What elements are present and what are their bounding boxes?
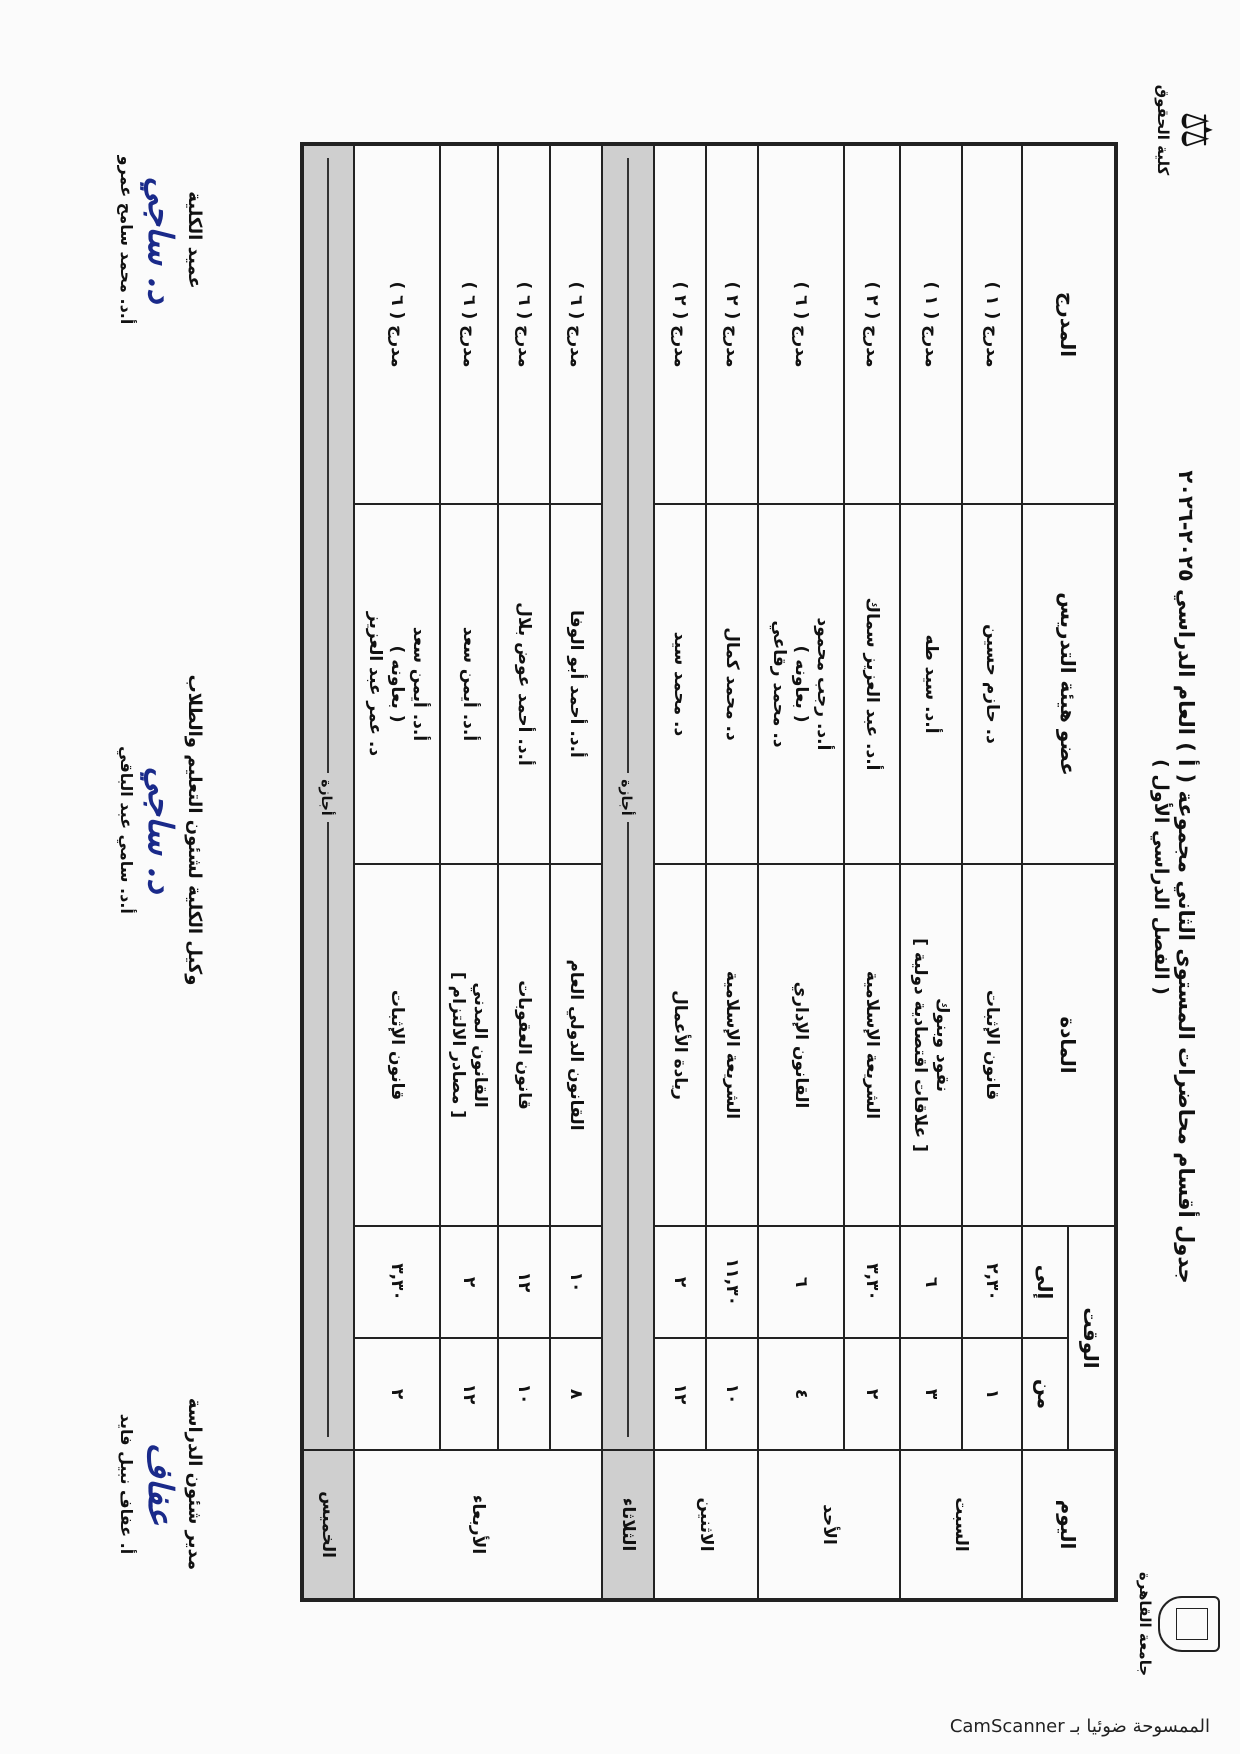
time-from: ١٢: [654, 1338, 706, 1450]
signatory-name: أ.د. سامي عبد الباقي: [117, 746, 136, 914]
table-row: [844, 144, 900, 1600]
time-from: ١: [962, 1338, 1022, 1450]
time-from: ٢: [354, 1338, 440, 1450]
subject: قانون العقوبات: [498, 864, 550, 1226]
subject: قانون الإثبات: [354, 864, 440, 1226]
table-row: [440, 144, 498, 1600]
subject: [440, 864, 498, 1226]
table-row: [354, 144, 440, 1600]
table-row: [900, 144, 962, 1600]
university-emblem-icon: [1158, 1596, 1220, 1652]
hall: مدرج ( ١ ): [900, 144, 962, 504]
time-from: ١٠: [706, 1338, 758, 1450]
staff: [758, 504, 844, 864]
staff: د. محمد كمال: [706, 504, 758, 864]
staff-line-3: د. عمر عبد العزيز: [365, 611, 385, 757]
subject-line-2: [ علاقات اقتصادية دولية ]: [910, 938, 930, 1152]
subject-line-1: نقود وبنوك: [932, 997, 952, 1093]
day-monday: الاثنين: [654, 1450, 758, 1600]
header-hall: المدرج: [1022, 144, 1116, 504]
document-title: [1150, 260, 1198, 1494]
staff-line-2: ( بعاونه ): [791, 645, 811, 723]
header-staff: عضو هيئة التدريس: [1022, 504, 1116, 864]
staff: د. محمد سيد: [654, 504, 706, 864]
header-to: إلى: [1022, 1226, 1068, 1338]
time-to: ١٢: [498, 1226, 550, 1338]
signatory-title: وكيل الكلية لشئون التعليم والطلاب: [184, 674, 205, 986]
time-from: ٢: [844, 1338, 900, 1450]
table-row-holiday: [302, 144, 354, 1600]
signatory-title: مدير شئون الدراسة: [184, 1397, 205, 1571]
university-logo: [1136, 1564, 1220, 1684]
subject-line-1: القانون المدني: [470, 982, 490, 1108]
table-row-holiday: [602, 144, 654, 1600]
table-row: [962, 144, 1022, 1600]
table-row: [498, 144, 550, 1600]
day-wednesday: الأربعاء: [354, 1450, 602, 1600]
holiday-label: أجازة: [618, 773, 634, 821]
subject: الشريعة الإسلامية: [706, 864, 758, 1226]
time-to: ٣,٣٠: [844, 1226, 900, 1338]
signatory-name: أ.د. محمد سامح عمرو: [117, 155, 136, 325]
time-to: ٦: [900, 1226, 962, 1338]
scales-of-justice-icon: ⚖: [1172, 111, 1221, 149]
table-row: [706, 144, 758, 1600]
subject: ريادة الأعمال: [654, 864, 706, 1226]
staff-line-1: أ.د. رجب محمود: [813, 617, 833, 751]
holiday-bar: [302, 144, 354, 1450]
hall: مدرج ( ٦ ): [440, 144, 498, 504]
time-to: ٢: [654, 1226, 706, 1338]
staff: أ.د. أحمد عوض بلال: [498, 504, 550, 864]
time-to: ٢,٣٠: [962, 1226, 1022, 1338]
holiday-bar: [602, 144, 654, 1450]
subject: الشريعة الإسلامية: [844, 864, 900, 1226]
faculty-logo: [1154, 70, 1220, 190]
subject: قانون الإثبات: [962, 864, 1022, 1226]
title-line-1: جدول أقسام محاضرات المستوى الثاني مجموعة ( أ ) العام الدراسي ٢٠٢٥-٢٠٢٦: [1174, 470, 1198, 1284]
hall: مدرج ( ٦ ): [498, 144, 550, 504]
time-from: ١٠: [498, 1338, 550, 1450]
table-row: [758, 144, 844, 1600]
signature-studies-director: [117, 1334, 205, 1634]
header-day: اليوم: [1022, 1450, 1116, 1600]
hall: مدرج ( ٦ ): [354, 144, 440, 504]
header-time: الوقت: [1068, 1226, 1116, 1450]
staff-line-2: ( بعاونه ): [387, 645, 407, 723]
subject: [900, 864, 962, 1226]
day-thursday: الخميس: [302, 1450, 354, 1600]
schedule-table: [300, 142, 1118, 1602]
staff: أ.د. أحمد أبو الوفا: [550, 504, 602, 864]
time-to: ١٠: [550, 1226, 602, 1338]
camscanner-watermark: الممسوحة ضوئيا بـ CamScanner: [949, 1716, 1210, 1737]
handwritten-signature: د. ساجي: [140, 176, 180, 304]
staff: أ.د. أيمن سعد: [440, 504, 498, 864]
time-to: ٢: [440, 1226, 498, 1338]
staff: د. حازم حسين: [962, 504, 1022, 864]
signatory-name: أ. عفاف نبيل فايد: [117, 1413, 136, 1555]
time-to: ٦: [758, 1226, 844, 1338]
handwritten-signature: د. ساجي: [140, 766, 180, 894]
faculty-name: كلية الحقوق: [1154, 84, 1172, 176]
signature-dean: [117, 90, 205, 390]
hall: مدرج ( ٦ ): [550, 144, 602, 504]
staff-line-1: أ.د. أيمن سعد: [409, 626, 429, 742]
hall: مدرج ( ٢ ): [706, 144, 758, 504]
title-line-2: ( الفصل الدراسي الأول ): [1150, 759, 1172, 995]
staff-line-3: د. محمد رقاعي: [769, 620, 789, 748]
hall: مدرج ( ٢ ): [844, 144, 900, 504]
subject-line-2: [ مصادر الالتزام ]: [448, 971, 468, 1119]
time-to: ١١,٣٠: [706, 1226, 758, 1338]
time-from: ٤: [758, 1338, 844, 1450]
university-name: جامعة القاهرة: [1136, 1571, 1154, 1677]
table-row: [654, 144, 706, 1600]
staff: أ.د. سيد طه: [900, 504, 962, 864]
time-from: ١٢: [440, 1338, 498, 1450]
time-to: ٣,٣٠: [354, 1226, 440, 1338]
header-from: من: [1022, 1338, 1068, 1450]
subject: القانون الإداري: [758, 864, 844, 1226]
hall: مدرج ( ١ ): [962, 144, 1022, 504]
time-from: ٨: [550, 1338, 602, 1450]
staff: [354, 504, 440, 864]
handwritten-signature: عفاف: [140, 1442, 180, 1526]
hall: مدرج ( ٢ ): [654, 144, 706, 504]
subject: القانون الدولي العام: [550, 864, 602, 1226]
time-from: ٣: [900, 1338, 962, 1450]
day-saturday: السبت: [900, 1450, 1022, 1600]
signature-vice-dean: [117, 620, 205, 1040]
day-sunday: الأحد: [758, 1450, 900, 1600]
day-tuesday: الثلاثاء: [602, 1450, 654, 1600]
header-subject: المادة: [1022, 864, 1116, 1226]
staff: أ.د. عبد العزيز سماك: [844, 504, 900, 864]
table-row: [550, 144, 602, 1600]
holiday-label: أجازة: [319, 773, 335, 821]
hall: مدرج ( ٦ ): [758, 144, 844, 504]
signatory-title: عميد الكلية: [184, 191, 205, 289]
